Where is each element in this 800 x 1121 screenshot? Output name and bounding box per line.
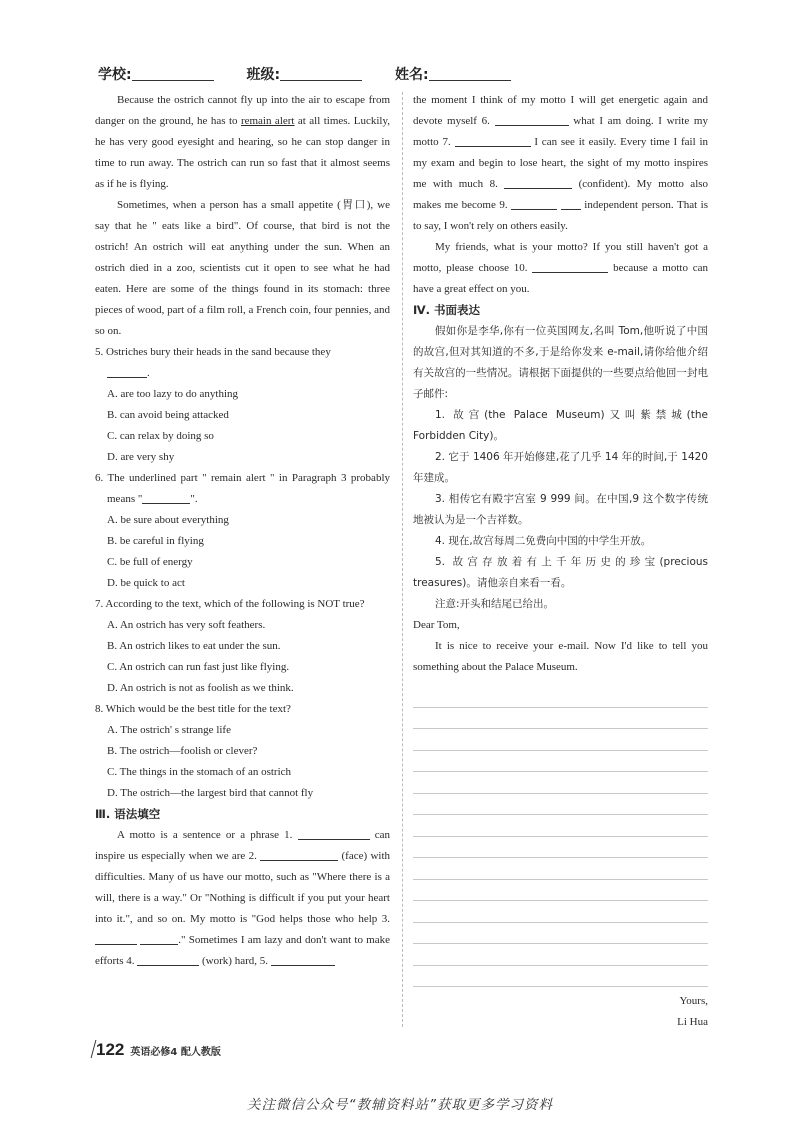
q7-options [95,615,390,699]
letter-opening: It is nice to receive your e-mail. Now I'd like to tell you something about the Palace Museum. [413,640,708,673]
writing-line[interactable] [413,751,708,773]
option: A. An ostrich has very soft feathers. [107,619,266,631]
writing-line[interactable] [413,944,708,966]
option: A. be sure about everything [107,514,229,526]
writing-point-5: 5. 故宫存放着有上千年历史的珍宝(precious treasures)。请他亲自来看一看。 [413,556,708,589]
writing-line[interactable] [413,923,708,945]
writing-point-3: 3. 相传它有殿宇宫室 9 999 间。在中国,9 这个数字传统地被认为是一个吉祥数。 [413,493,708,526]
q6-options [95,510,390,594]
writing-point-4: 4. 现在,故宫每周二免费向中国的中学生开放。 [435,535,652,547]
letter-signature: Li Hua [677,1016,708,1028]
writing-line[interactable] [413,794,708,816]
grammar-paragraph: A motto is a sentence or a phrase 1. can inspire us especially when we are 2. (face) with difficulties. Many of us have our motto, such as "Where there is a will, there is a way." Or "Nothing is difficult if you put your heart into it.", and so on. My motto is "God helps those who help 3. ." Sometimes I am lazy and don't want to make efforts 4. (work) hard, 5. [95,829,391,967]
name-blank [429,66,511,81]
writing-line[interactable] [413,815,708,837]
option: C. An ostrich can run fast just like flying. [107,661,290,673]
book-title: 英语必修4 配人教版 [130,1047,221,1058]
class-label: 班级: [246,67,281,83]
writing-line[interactable] [413,686,708,708]
writing-note: 注意:开头和结尾已给出。 [435,598,555,610]
page-footer [93,1040,221,1060]
option: C. The things in the stomach of an ostrich [107,766,292,778]
question-5: 5. Ostriches bury their heads in the sand because they . [95,346,331,379]
option: B. The ostrich—foolish or clever? [107,745,258,757]
section-3-title: Ⅲ. 语法填空 [95,807,161,821]
option: B. An ostrich likes to eat under the sun. [107,640,281,652]
name-label: 姓名: [394,67,429,83]
passage-paragraph-2: Sometimes, when a person has a small appetite (胃口), we say that he " eats like a bird". Of course, that bird is not the ostrich! An ostrich will eat anything under the sun. When an ostrich died in a zoo, scientists cut it open to see what he had eaten. Here are some of the things found in its stomach: three pieces of wood, part of a film roll, a French coin, four pennies, and so on. [95,199,390,337]
option: C. can relax by doing so [107,430,214,442]
option: B. can avoid being attacked [107,409,229,421]
grammar-continued: the moment I think of my motto I will get energetic again and devote myself 6. what I am doing. I write my motto 7. I can see it easily. Every time I fail in my exam and begin to lose heart, the sight of my motto inspires me with much 8. (confident). My motto also makes me become 9. independent person. That is to say, I won't rely on others easily. [413,94,709,232]
writing-prompt: 假如你是李华,你有一位英国网友,名叫 Tom,他听说了中国的故宫,但对其知道的不多,于是给你发来 e-mail,请你给他介绍有关故宫的一些情况。请根据下面提供的一些要点给他回一封电子邮件: [413,325,708,400]
writing-line[interactable] [413,966,708,988]
option: D. are very shy [107,451,175,463]
writing-line[interactable] [413,858,708,880]
option: A. The ostrich' s strange life [107,724,231,736]
writing-point-1: 1. 故宫(the Palace Museum)又叫紫禁城(the Forbidden City)。 [413,409,708,442]
writing-line[interactable] [413,708,708,730]
class-blank [280,66,362,81]
left-column [95,90,390,972]
writing-line[interactable] [413,880,708,902]
writing-point-2: 2. 它于 1406 年开始修建,花了几乎 14 年的时间,于 1420 年建成。 [413,451,708,484]
q8-options [95,720,390,804]
option: D. An ostrich is not as foolish as we think. [107,682,294,694]
passage-paragraph-1: Because the ostrich cannot fly up into the air to escape from danger on the ground, he has to remain alert at all times. Luckily, he has very good eyesight and hearing, so he can stop danger in time to run away. The ostrich can run so fast that it almost seems as if he is flying. [95,94,390,190]
letter-closing: Yours, [679,995,708,1007]
question-7: 7. According to the text, which of the following is NOT true? [95,598,365,610]
writing-lines [413,686,708,987]
column-divider [402,92,403,1027]
q5-options [95,384,390,468]
watermark: 关注微信公众号“教辅资料站”获取更多学习资料 [247,1097,553,1113]
header [98,64,511,84]
option: D. be quick to act [107,577,185,589]
grammar-closing: My friends, what is your motto? If you still haven't got a motto, please choose 10. because a motto can have a great effect on you. [413,241,709,295]
section-4-title: Ⅳ. 书面表达 [413,303,481,317]
right-column [413,90,708,1033]
page-number: 122 [96,1040,125,1059]
question-6: 6. The underlined part " remain alert " in Paragraph 3 probably means " ". [95,472,390,505]
option: A. are too lazy to do anything [107,388,239,400]
school-label: 学校: [98,67,132,83]
writing-line[interactable] [413,772,708,794]
option: C. be full of energy [107,556,193,568]
writing-line[interactable] [413,729,708,751]
writing-line[interactable] [413,837,708,859]
option: B. be careful in flying [107,535,204,547]
letter-greeting: Dear Tom, [413,619,460,631]
writing-line[interactable] [413,901,708,923]
school-blank [132,66,214,81]
question-8: 8. Which would be the best title for the text? [95,703,291,715]
option: D. The ostrich—the largest bird that cannot fly [107,787,314,799]
underlined-phrase: remain alert [240,115,295,127]
